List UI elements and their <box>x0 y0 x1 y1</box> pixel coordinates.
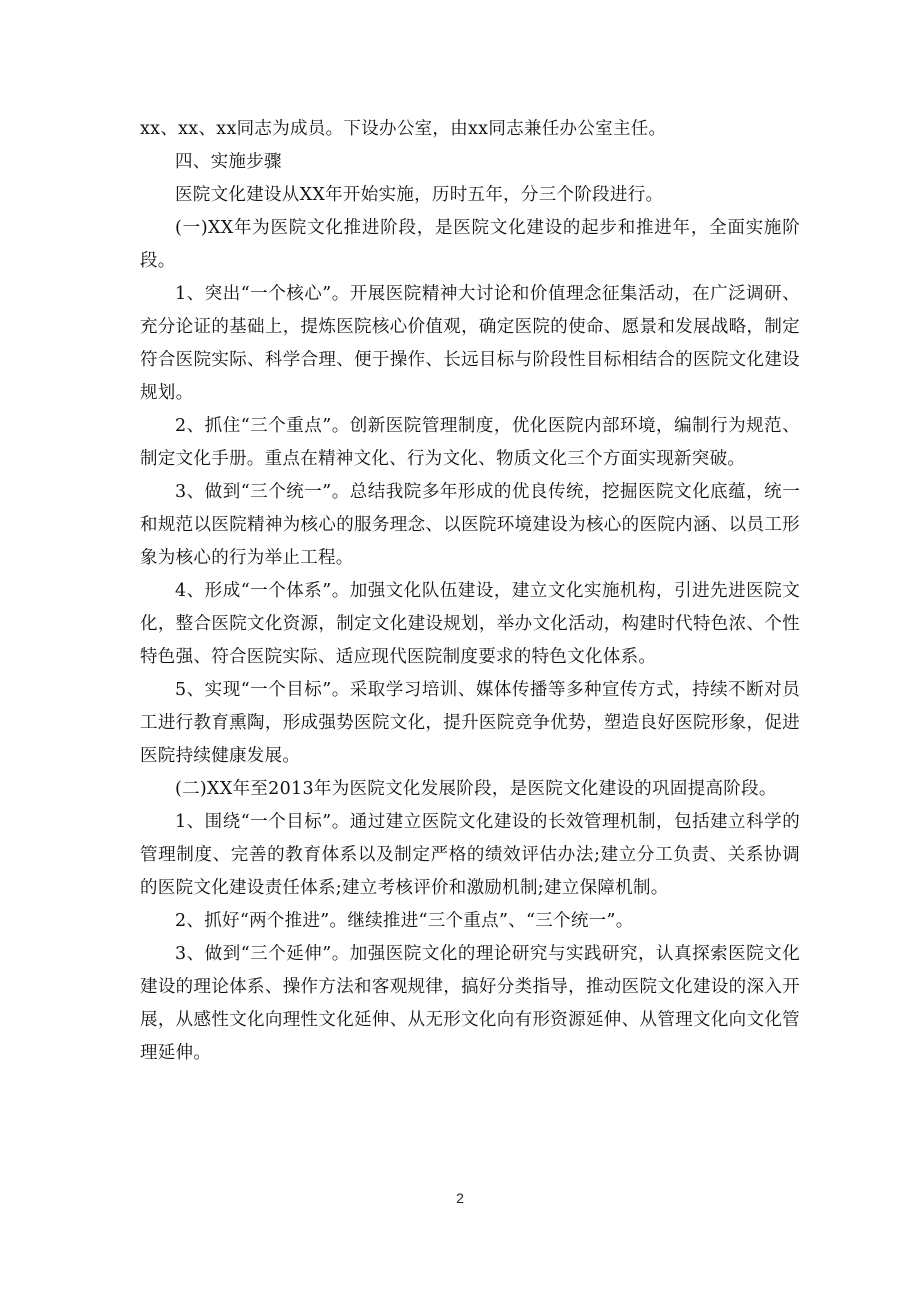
paragraph-stage-one-item-4: 4、形成“一个体系”。加强文化队伍建设，建立文化实施机构，引进先进医院文化，整合医院文化资源，制定文化建设规划，举办文化活动，构建时代特色浓、个性特色强、符合医院实际、适应现代医院制度要求的特色文化体系。 <box>140 581 800 667</box>
document-body <box>140 113 800 1070</box>
paragraph-members: xx、xx、xx同志为成员。下设办公室，由xx同志兼任办公室主任。 <box>140 119 667 139</box>
paragraph-stage-one-item-3: 3、做到“三个统一”。总结我院多年形成的优良传统，挖掘医院文化底蕴，统一和规范以医院精神为核心的服务理念、以医院环境建设为核心的医院内涵、以员工形象为核心的行为举止工程。 <box>140 482 800 568</box>
section-heading-implementation-steps: 四、实施步骤 <box>175 152 282 172</box>
paragraph-stage-two-item-3: 3、做到“三个延伸”。加强医院文化的理论研究与实践研究，认真探索医院文化建设的理论体系、操作方法和客观规律，搞好分类指导，推动医院文化建设的深入开展，从感性文化向理性文化延伸、从无形文化向有形资源延伸、从管理文化向文化管理延伸。 <box>140 944 800 1063</box>
paragraph-stage-two-heading: (二)XX年至2013年为医院文化发展阶段，是医院文化建设的巩固提高阶段。 <box>175 779 777 799</box>
paragraph-stage-two-item-2: 2、抓好“两个推进”。继续推进“三个重点”、“三个统一”。 <box>175 911 634 931</box>
paragraph-stage-one-item-2: 2、抓住“三个重点”。创新医院管理制度，优化医院内部环境，编制行为规范、制定文化手册。重点在精神文化、行为文化、物质文化三个方面实现新突破。 <box>140 416 800 469</box>
paragraph-stage-two-item-1: 1、围绕“一个目标”。通过建立医院文化建设的长效管理机制，包括建立科学的管理制度、完善的教育体系以及制定严格的绩效评估办法;建立分工负责、关系协调的医院文化建设责任体系;建立考核评价和激励机制;建立保障机制。 <box>140 812 800 898</box>
paragraph-overview: 医院文化建设从XX年开始实施，历时五年，分三个阶段进行。 <box>175 185 664 205</box>
page-number: 2 <box>456 1190 464 1206</box>
paragraph-stage-one-item-1: 1、突出“一个核心”。开展医院精神大讨论和价值理念征集活动，在广泛调研、充分论证的基础上，提炼医院核心价值观，确定医院的使命、愿景和发展战略，制定符合医院实际、科学合理、便于操作、长远目标与阶段性目标相结合的医院文化建设规划。 <box>140 284 800 403</box>
paragraph-stage-one-item-5: 5、实现“一个目标”。采取学习培训、媒体传播等多种宣传方式，持续不断对员工进行教育熏陶，形成强势医院文化，提升医院竞争优势，塑造良好医院形象，促进医院持续健康发展。 <box>140 680 800 766</box>
paragraph-stage-one-heading: (一)XX年为医院文化推进阶段，是医院文化建设的起步和推进年，全面实施阶段。 <box>140 218 800 271</box>
